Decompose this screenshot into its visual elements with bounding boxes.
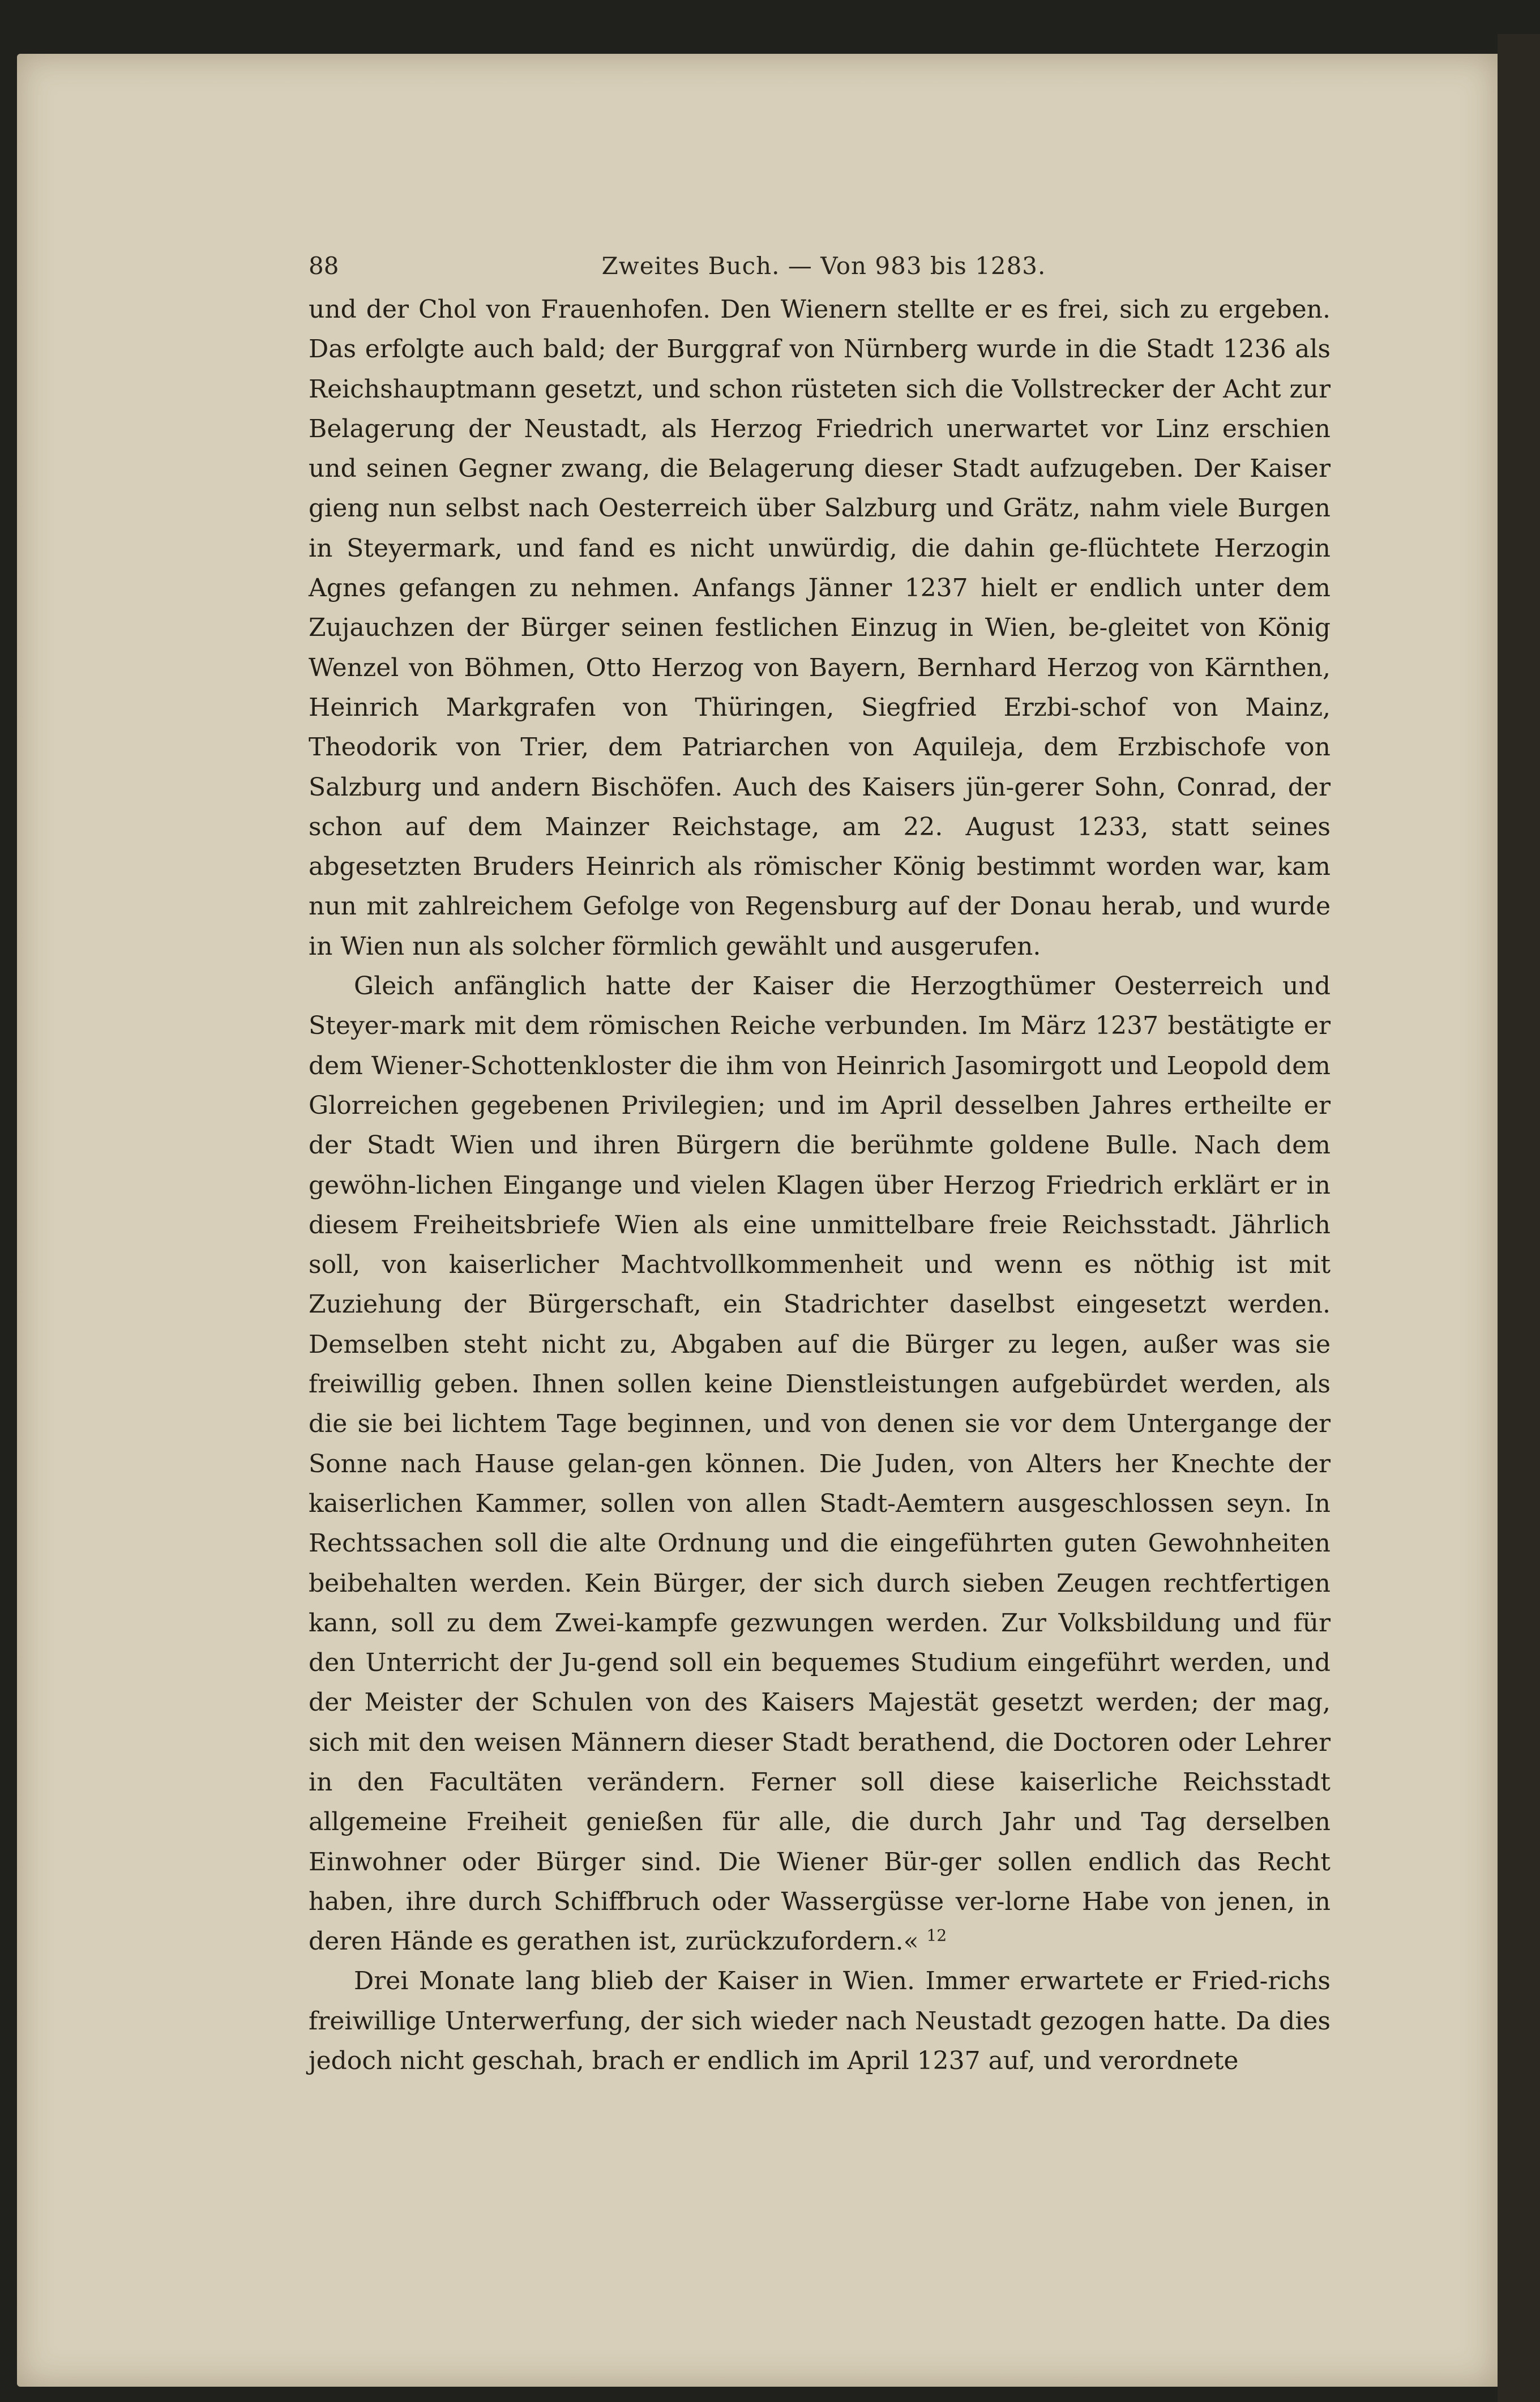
footnote-reference: 12 (926, 1926, 947, 1945)
paragraph-3 (309, 1961, 1331, 2081)
paragraph-2 (309, 967, 1331, 1961)
body-text (309, 290, 1331, 2081)
page-header (309, 246, 1339, 286)
paragraph-text: und der Chol von Frauenhofen. Den Wienern stellte er es frei, sich zu ergeben. Das erfolgte auch bald; der Burggraf von Nürnberg wurde in die Stadt 1236 als Reichshauptmann gesetzt, und schon rüsteten sich die Vollstrecker der Acht zur Belagerung der Neustadt, als Herzog Friedrich unerwartet vor Linz erschien und seinen Gegner zwang, die Belagerung dieser Stadt aufzugeben. Der Kaiser gieng nun selbst nach Oesterreich über Salzburg und Grätz, nahm viele Burgen in Steyermark, und fand es nicht unwürdig, die dahin ge-flüchtete Herzogin Agnes gefangen zu nehmen. Anfangs Jänner 1237 hielt er endlich unter dem Zujauchzen der Bürger seinen festlichen Einzug in Wien, be-gleitet von König Wenzel von Böhmen, Otto Herzog von Bayern, Bernhard Herzog von Kärnthen, Heinrich Markgrafen von Thüringen, Siegfried Erzbi-schof von Mainz, Theodorik von Trier, dem Patriarchen von Aquileja, dem Erzbischofe von Salzburg und andern Bischöfen. Auch des Kaisers jün-gerer Sohn, Conrad, der schon auf dem Mainzer Reichstage, am 22. August 1233, statt seines abgesetzten Bruders Heinrich als römischer König bestimmt worden war, kam nun mit zahlreichem Gefolge von Regensburg auf der Donau herab, und wurde in Wien nun als solcher förmlich gewählt und ausgerufen. (309, 295, 1331, 961)
paragraph-text: Drei Monate lang blieb der Kaiser in Wien. Immer erwartete er Fried-richs freiwillige Unterwerfung, der sich wieder nach Neustadt gezogen hatte. Da dies jedoch nicht geschah, brach er endlich im April 1237 auf, und verordnete (309, 1967, 1331, 2076)
paragraph-text: Gleich anfänglich hatte der Kaiser die Herzogthümer Oesterreich und Steyer-mark mit dem römischen Reiche verbunden. Im März 1237 bestätigte er dem Wiener-Schottenkloster die ihm von Heinrich Jasomirgott und Leopold dem Glorreichen gegebenen Privilegien; und im April desselben Jahres ertheilte er der Stadt Wien und ihren Bürgern die berühmte goldene Bulle. Nach dem gewöhn-lichen Eingange und vielen Klagen über Herzog Friedrich erklärt er in diesem Freiheitsbriefe Wien als eine unmittelbare freie Reichsstadt. Jährlich soll, von kaiserlicher Machtvollkommenheit und wenn es nöthig ist mit Zuziehung der Bürgerschaft, ein Stadrichter daselbst eingesetzt werden. Demselben steht nicht zu, Abgaben auf die Bürger zu legen, außer was sie freiwillig geben. Ihnen sollen keine Dienstleistungen aufgebürdet werden, als die sie bei lichtem Tage beginnen, und von denen sie vor dem Untergange der Sonne nach Hause gelan-gen können. Die Juden, von Alters her Knechte der kaiserlichen Kammer, sollen von allen Stadt-Aemtern ausgeschlossen seyn. In Rechtssachen soll die alte Ordnung und die eingeführten guten Gewohnheiten beibehalten werden. Kein Bürger, der sich durch sieben Zeugen rechtfertigen kann, soll zu dem Zwei-kampfe gezwungen werden. Zur Volksbildung und für den Unterricht der Ju-gend soll ein bequemes Studium eingeführt werden, und der Meister der Schulen von des Kaisers Majestät gesetzt werden; der mag, sich mit den weisen Männern dieser Stadt berathend, die Doctoren oder Lehrer in den Facultäten verändern. Ferner soll diese kaiserliche Reichsstadt allgemeine Freiheit genießen für alle, die durch Jahr und Tag derselben Einwohner oder Bürger sind. Die Wiener Bür-ger sollen endlich das Recht haben, ihre durch Schiffbruch oder Wassergüsse ver-lorne Habe von jenen, in deren Hände es gerathen ist, zurückzufordern.« (309, 972, 1331, 1956)
running-head: Zweites Buch. — Von 983 bis 1283. (601, 252, 1046, 280)
book-spine-edge (1498, 34, 1540, 2402)
paragraph-1 (309, 290, 1331, 967)
page-number: 88 (309, 252, 339, 280)
